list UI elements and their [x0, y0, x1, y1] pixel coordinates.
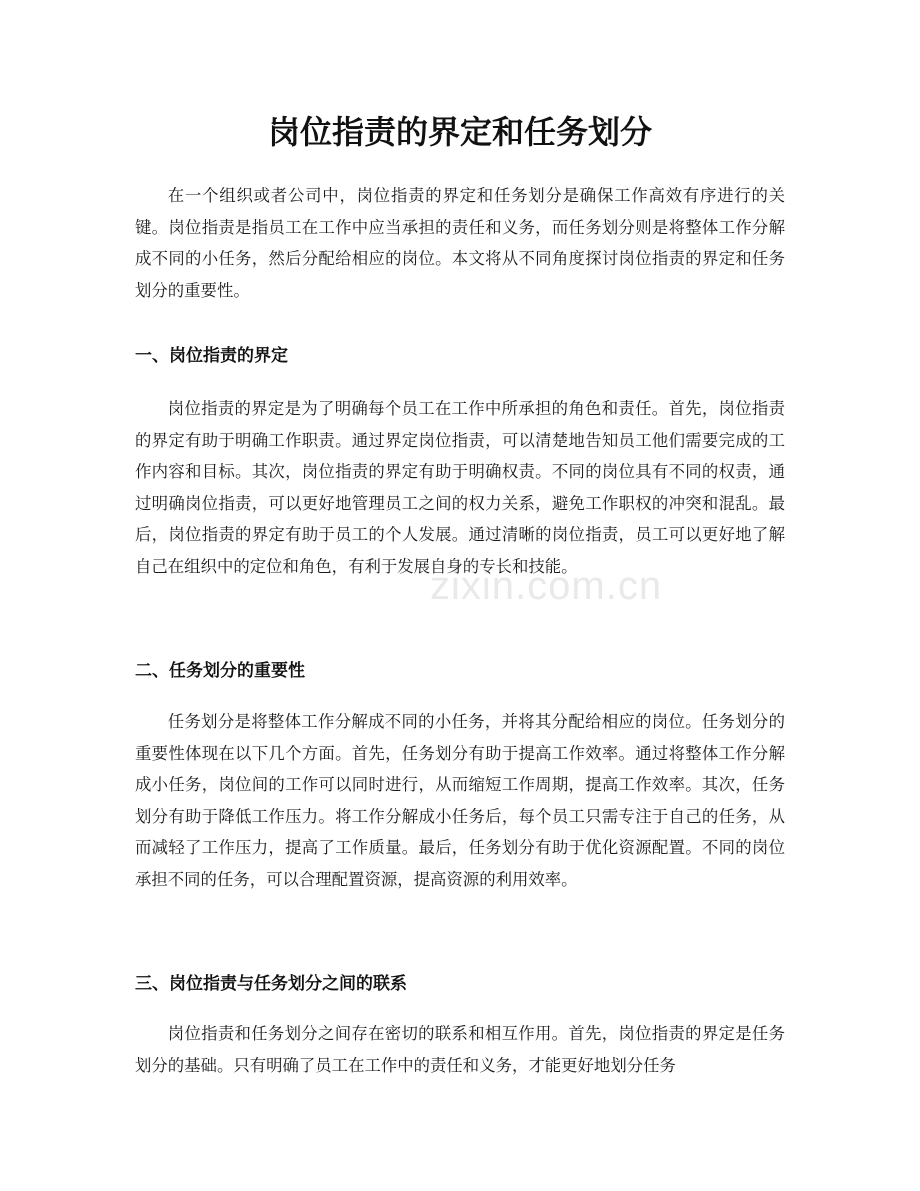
- section-1-heading: 一、岗位指责的界定: [135, 346, 288, 366]
- watermark-logo: zixin.com.cn: [430, 564, 663, 608]
- section-2-paragraph: 任务划分是将整体工作分解成不同的小任务，并将其分配给相应的岗位。任务划分的重要性体现在以下几个方面。首先，任务划分有助于提高工作效率。通过将整体工作分解成小任务，岗位间的工作可以同时进行，从而缩短工作周期，提高工作效率。其次，任务划分有助于降低工作压力。将工作分解成小任务后，每个员工只需专注于自己的任务，从而减轻了工作压力，提高了工作质量。最后，任务划分有助于优化资源配置。不同的岗位承担不同的任务，可以合理配置资源，提高资源的利用效率。: [135, 712, 785, 889]
- section-3-paragraph: 岗位指责和任务划分之间存在密切的联系和相互作用。首先，岗位指责的界定是任务划分的基础。只有明确了员工在工作中的责任和义务，才能更好地划分任务: [135, 1024, 785, 1075]
- section-2-heading: 二、任务划分的重要性: [135, 661, 305, 681]
- section-3-heading: 三、岗位指责与任务划分之间的联系: [135, 974, 407, 994]
- section-1-paragraph: 岗位指责的界定是为了明确每个员工在工作中所承担的角色和责任。首先，岗位指责的界定有助于明确工作职责。通过界定岗位指责，可以清楚地告知员工他们需要完成的工作内容和目标。其次，岗位指责的界定有助于明确权责。不同的岗位具有不同的权责，通过明确岗位指责，可以更好地管理员工之间的权力关系，避免工作职权的冲突和混乱。最后，岗位指责的界定有助于员工的个人发展。通过清晰的岗位指责，员工可以更好地了解自己在组织中的定位和角色，有利于发展自身的专长和技能。: [135, 399, 785, 576]
- document-title: 岗位指责的界定和任务划分: [267, 113, 652, 151]
- intro-paragraph: 在一个组织或者公司中，岗位指责的界定和任务划分是确保工作高效有序进行的关键。岗位指责是指员工在工作中应当承担的责任和义务，而任务划分则是将整体工作分解成不同的小任务，然后分配给相应的岗位。本文将从不同角度探讨岗位指责的界定和任务划分的重要性。: [135, 186, 785, 300]
